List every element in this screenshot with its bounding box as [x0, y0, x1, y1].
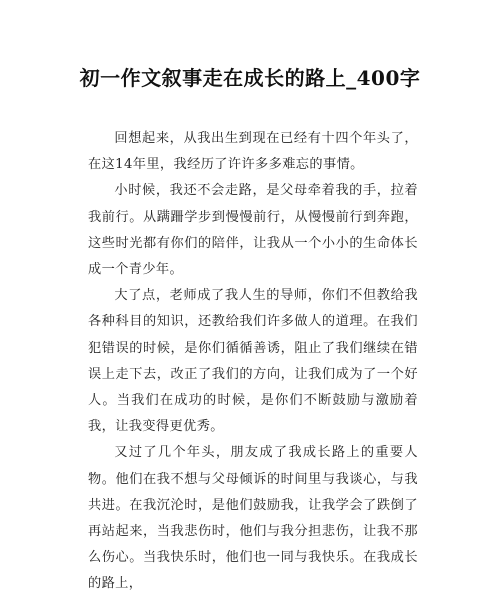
essay-title: 初一作文叙事走在成长的路上_400字	[79, 66, 421, 90]
paragraph-2: 小时候，我还不会走路，是父母牵着我的手，拉着我前行。从蹒跚学步到慢慢前行，从慢慢前行到奔跑，这些时光都有你们的陪伴，让我从一个小小的生命体长成一个青少年。	[88, 183, 418, 278]
essay-body	[88, 126, 418, 598]
paragraph-3: 大了点，老师成了我人生的导师，你们不但教给我各种科目的知识，还教给我们许多做人的道理。在我们犯错误的时候，是你们循循善诱，阻止了我们继续在错误上走下去，改正了我们的方向，让我们成为了一个好人。当我们在成功的时候，是你们不断鼓励与激励着我，让我变得更优秀。	[88, 288, 418, 435]
paragraph-1: 回想起来，从我出生到现在已经有十四个年头了，在这14年里，我经历了许许多多难忘的事情。	[88, 131, 418, 173]
paragraph-4: 又过了几个年头，朋友成了我成长路上的重要人物。他们在我不想与父母倾诉的时间里与我谈心，与我共进。在我沉沦时，是他们鼓励我，让我学会了跌倒了再站起来，当我悲伤时，他们与我分担悲伤，让我不那么伤心。当我快乐时，他们也一同与我快乐。在我成长的路上，	[88, 445, 418, 592]
